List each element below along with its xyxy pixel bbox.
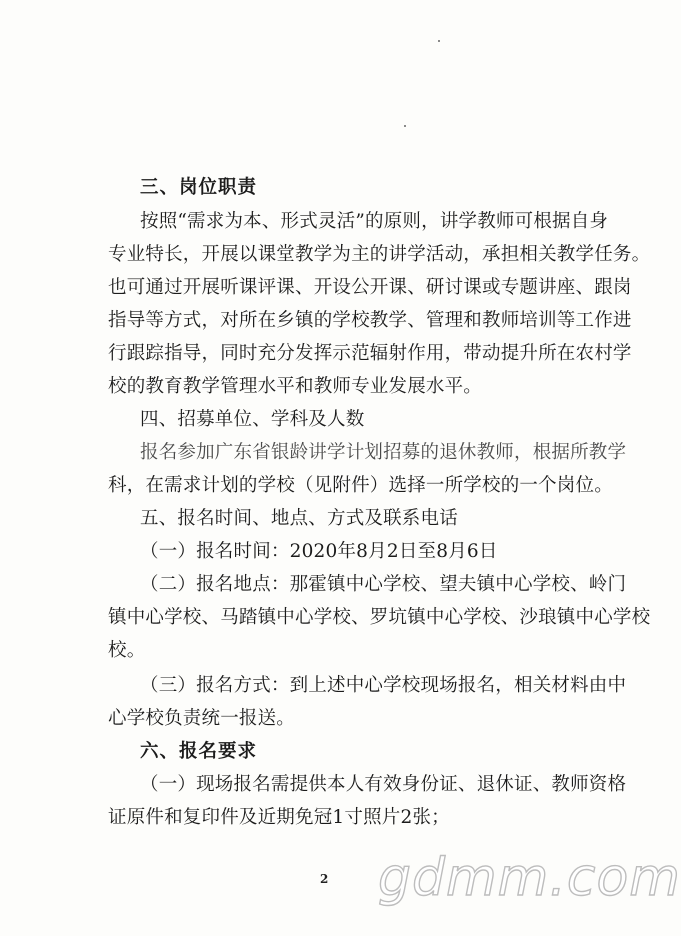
- page-number: 2: [320, 872, 329, 886]
- paragraph-line: 科，在需求计划的学校（见附件）选择一所学校的一个岗位。: [108, 475, 613, 496]
- paragraph-line: 行跟踪指导，同时充分发挥示范辐射作用，带动提升所在农村学: [108, 343, 632, 364]
- section-heading-recruitment: 四、招募单位、学科及人数: [140, 409, 365, 430]
- watermark-logo: gdmm.com: [378, 848, 681, 908]
- paragraph-line: 报名参加广东省银龄讲学计划招募的退休教师，根据所教学: [140, 442, 627, 463]
- registration-time: （一）报名时间：2020年8月2日至8月6日: [140, 541, 498, 562]
- paragraph-line: 镇中心学校、马踏镇中心学校、罗坑镇中心学校、沙琅镇中心学校: [108, 607, 651, 628]
- paragraph-line: 专业特长，开展以课堂教学为主的讲学活动，承担相关教学任务。: [108, 244, 651, 265]
- paragraph-line: 校的教育教学管理水平和教师专业发展水平。: [108, 376, 483, 397]
- scan-speck: [404, 125, 406, 127]
- section-heading-requirements: 六、报名要求: [140, 741, 258, 762]
- paragraph-line: 校。: [108, 640, 146, 661]
- registration-method: （三）报名方式：到上述中心学校现场报名，相关材料由中: [140, 675, 627, 696]
- section-heading-registration: 五、报名时间、地点、方式及联系电话: [140, 508, 458, 529]
- registration-location: （二）报名地点：那霍镇中心学校、望夫镇中心学校、岭门: [140, 574, 627, 595]
- paragraph-line: 指导等方式，对所在乡镇的学校教学、管理和教师培训等工作进: [108, 310, 632, 331]
- paragraph-line: 也可通过开展听课评课、开设公开课、研讨课或专题讲座、跟岗: [108, 277, 632, 298]
- section-heading-duties: 三、岗位职责: [140, 177, 258, 198]
- paragraph-line: 按照“需求为本、形式灵活”的原则，讲学教师可根据自身: [140, 211, 609, 232]
- paragraph-line: 心学校负责统一报送。: [108, 708, 296, 729]
- paragraph-line: 证原件和复印件及近期免冠1寸照片2张；: [108, 807, 450, 828]
- scan-speck: [438, 40, 440, 42]
- requirement-item: （一）现场报名需提供本人有效身份证、退休证、教师资格: [140, 774, 627, 795]
